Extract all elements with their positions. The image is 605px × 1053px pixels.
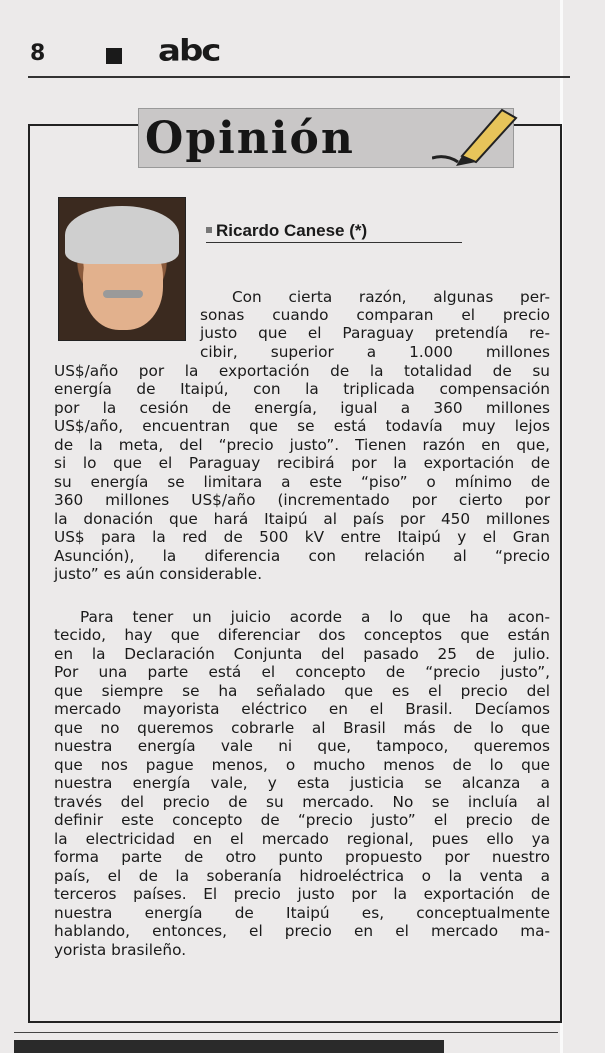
header-square — [106, 48, 122, 64]
author-name: Ricardo Canese (*) — [216, 221, 368, 240]
header-rule — [28, 76, 570, 78]
text-line: que siempre se ha señalado que es el precio del — [54, 682, 550, 700]
text-line: US$/año, encuentran que se está todavía muy lejos — [54, 417, 550, 435]
text-line: nuestra energía vale, y esta justicia se alcanza a — [54, 774, 550, 792]
text-line: Por una parte está el concepto de “precio justo”, — [54, 663, 550, 681]
text-line: hablando, entonces, el precio en el mercado ma- — [54, 922, 550, 940]
fountain-pen-icon — [432, 98, 522, 168]
text-line: 360 millones US$/año (incrementado por cierto por — [54, 491, 550, 509]
text-line: justo que el Paraguay pretendía re- — [200, 324, 550, 342]
text-line: si lo que el Paraguay recibirá por la exportación de — [54, 454, 550, 472]
text-line: nuestra energía de Itaipú es, conceptualmente — [54, 904, 550, 922]
text-line: que nos pague menos, o mucho menos de lo que — [54, 756, 550, 774]
text-line: que no queremos cobrarle al Brasil más de lo que — [54, 719, 550, 737]
text-line: Asunción), la diferencia con relación al “precio — [54, 547, 550, 565]
text-line: en la Declaración Conjunta del pasado 25 de julio. — [54, 645, 550, 663]
text-line: la donación que hará Itaipú al país por 450 millones — [54, 510, 550, 528]
text-line: país, el de la soberanía hidroeléctrica o la venta a — [54, 867, 550, 885]
text-line: terceros países. El precio justo por la exportación de — [54, 885, 550, 903]
newspaper-logo: abc — [158, 34, 220, 68]
footer-rule — [14, 1032, 558, 1033]
text-line: través del precio de su mercado. No se incluía al — [54, 793, 550, 811]
text-line: yorista brasileño. — [54, 941, 187, 959]
text-line: mercado mayorista eléctrico en el Brasil. Decíamos — [54, 700, 550, 718]
author-bullet — [206, 227, 212, 233]
footer-bar — [14, 1040, 444, 1053]
text-line: nuestra energía vale ni que, tampoco, queremos — [54, 737, 550, 755]
author-photo — [58, 197, 186, 341]
text-line: justo” es aún considerable. — [54, 565, 263, 583]
text-line: US$ para la red de 500 kV entre Itaipú y el Gran — [54, 528, 550, 546]
section-title: Opinión — [145, 112, 355, 164]
text-line: la electricidad en el mercado regional, pues ello ya — [54, 830, 550, 848]
text-line: sonas cuando comparan el precio — [200, 306, 550, 324]
text-line: por la cesión de energía, igual a 360 millones — [54, 399, 550, 417]
text-line: su energía se limitara a este “piso” o mínimo de — [54, 473, 550, 491]
author-underline — [206, 242, 462, 243]
text-line: definir este concepto de “precio justo” el precio de — [54, 811, 550, 829]
text-line: de la meta, del “precio justo”. Tienen razón en que, — [54, 436, 550, 454]
author-hair — [65, 206, 179, 264]
text-line: cibir, superior a 1.000 millones — [200, 343, 550, 361]
text-line: Con cierta razón, algunas per- — [232, 288, 550, 306]
text-line: energía de Itaipú, con la triplicada compensación — [54, 380, 550, 398]
text-line: Para tener un juicio acorde a lo que ha acon- — [80, 608, 550, 626]
text-line: tecido, hay que diferenciar dos conceptos que están — [54, 626, 550, 644]
text-line: forma parte de otro punto propuesto por nuestro — [54, 848, 550, 866]
page-number: 8 — [30, 41, 46, 66]
author-moustache — [103, 290, 143, 298]
text-line: US$/año por la exportación de la totalidad de su — [54, 362, 550, 380]
